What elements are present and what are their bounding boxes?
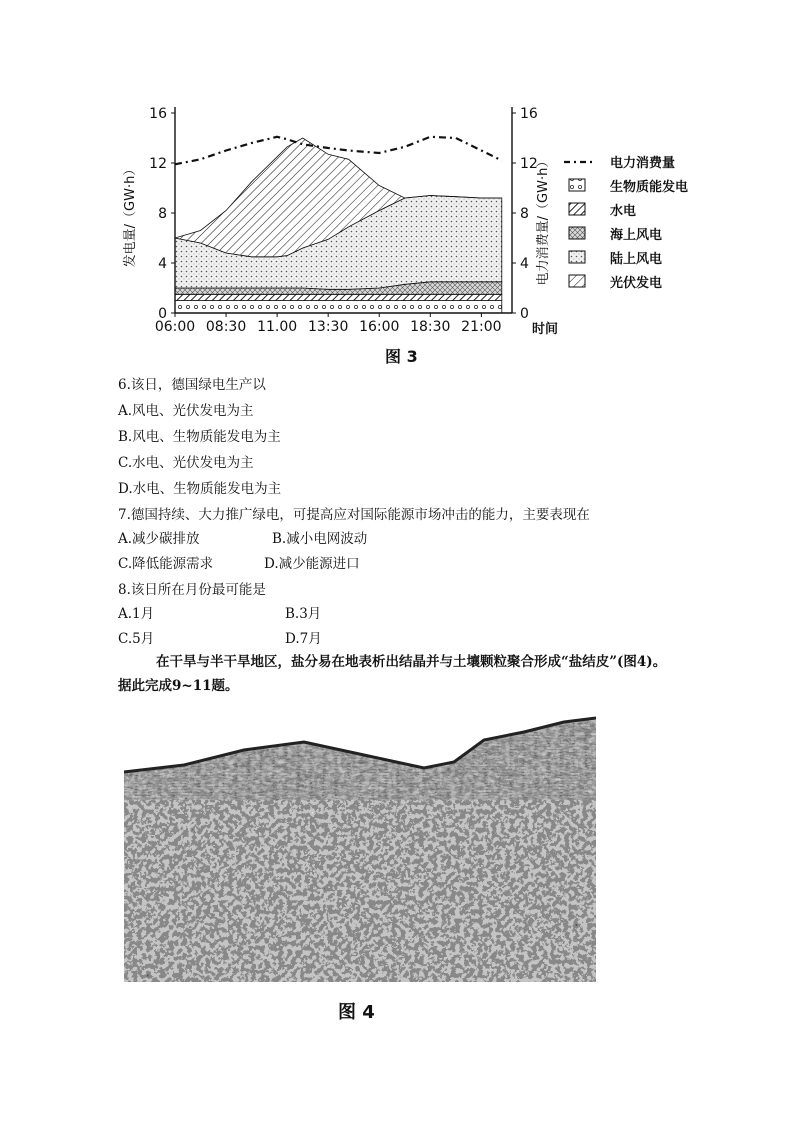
legend-item-hydro [569,203,636,219]
q7-stem: 7.德国持续、大力推广绿电，可提高应对国际能源市场冲击的能力，主要表现在 [118,507,590,523]
q8-stem: 8.该日所在月份最可能是 [118,582,266,598]
legend-item-biomass [569,179,688,195]
y-tick-label-right: 16 [520,106,538,122]
q6-option-d: D.水电、生物质能发电为主 [118,481,282,497]
y-tick-label-left: 4 [158,256,167,272]
y-tick-label-right: 8 [520,206,529,222]
figure3-chart [120,95,720,345]
q6-stem: 6.该日，德国绿电生产以 [118,377,266,393]
biomass-area [175,301,502,314]
x-tick-label: 13:30 [308,319,349,335]
x-tick-label: 06:00 [154,319,196,335]
y-tick-label-left: 0 [158,306,167,322]
right-axis-label: 电力消费量/（GW·h） [536,154,551,286]
y-tick-label-left: 8 [158,206,167,222]
y-tick-label-right: 4 [520,256,529,272]
svg-text:海上风电: 海上风电 [610,228,663,243]
legend-item-onshore-wind [569,251,662,267]
svg-text:生物质能发电: 生物质能发电 [610,180,689,195]
q8-option-d: D.7月 [285,631,322,647]
legend-item-consumption [564,155,675,171]
q7-option-c: C.降低能源需求 [118,556,214,572]
q8-option-a: A.1月 [118,606,155,622]
x-axis-label: 时间 [532,322,559,337]
hydro-area [175,294,502,300]
figure3-caption: 图 3 [385,347,418,366]
x-tick-label: 18:30 [410,319,451,335]
q8-option-c: C.5月 [118,631,155,647]
x-tick-label: 21:00 [461,319,502,335]
left-axis-label: 发电量/（GW·h） [123,162,138,268]
q6-option-b: B.风电、生物质能发电为主 [118,429,281,445]
q7-option-a: A.减少碳排放 [118,531,200,547]
y-tick-label-left: 16 [149,106,167,122]
svg-text:陆上风电: 陆上风电 [610,252,663,267]
x-tick-label: 16:00 [359,319,400,335]
y-tick-label-right: 0 [520,306,529,322]
q7-option-b: B.减小电网波动 [272,531,368,547]
q8-option-b: B.3月 [285,606,322,622]
legend-item-solar [569,275,662,291]
svg-text:水电: 水电 [610,204,637,219]
q6-option-a: A.风电、光伏发电为主 [118,403,254,419]
chart-legend [564,155,688,291]
svg-text:电力消费量: 电力消费量 [610,156,676,171]
y-tick-label-right: 12 [520,156,538,172]
legend-item-offshore-wind [569,227,662,243]
x-tick-label: 11.00 [257,319,298,335]
svg-text:光伏发电: 光伏发电 [610,276,663,291]
q6-option-c: C.水电、光伏发电为主 [118,455,254,471]
y-tick-label-left: 12 [149,156,167,172]
salt-crust-image [124,710,596,982]
figure4-photo [124,710,596,982]
q7-option-d: D.减少能源进口 [264,556,360,572]
passage-intro: 在干旱与半干旱地区，盐分易在地表析出结晶并与土壤颗粒聚合形成“盐结皮”(图4)。据此完成9~11题。 [118,654,667,694]
figure4-caption: 图 4 [338,1002,375,1023]
x-tick-label: 08:30 [205,319,247,335]
